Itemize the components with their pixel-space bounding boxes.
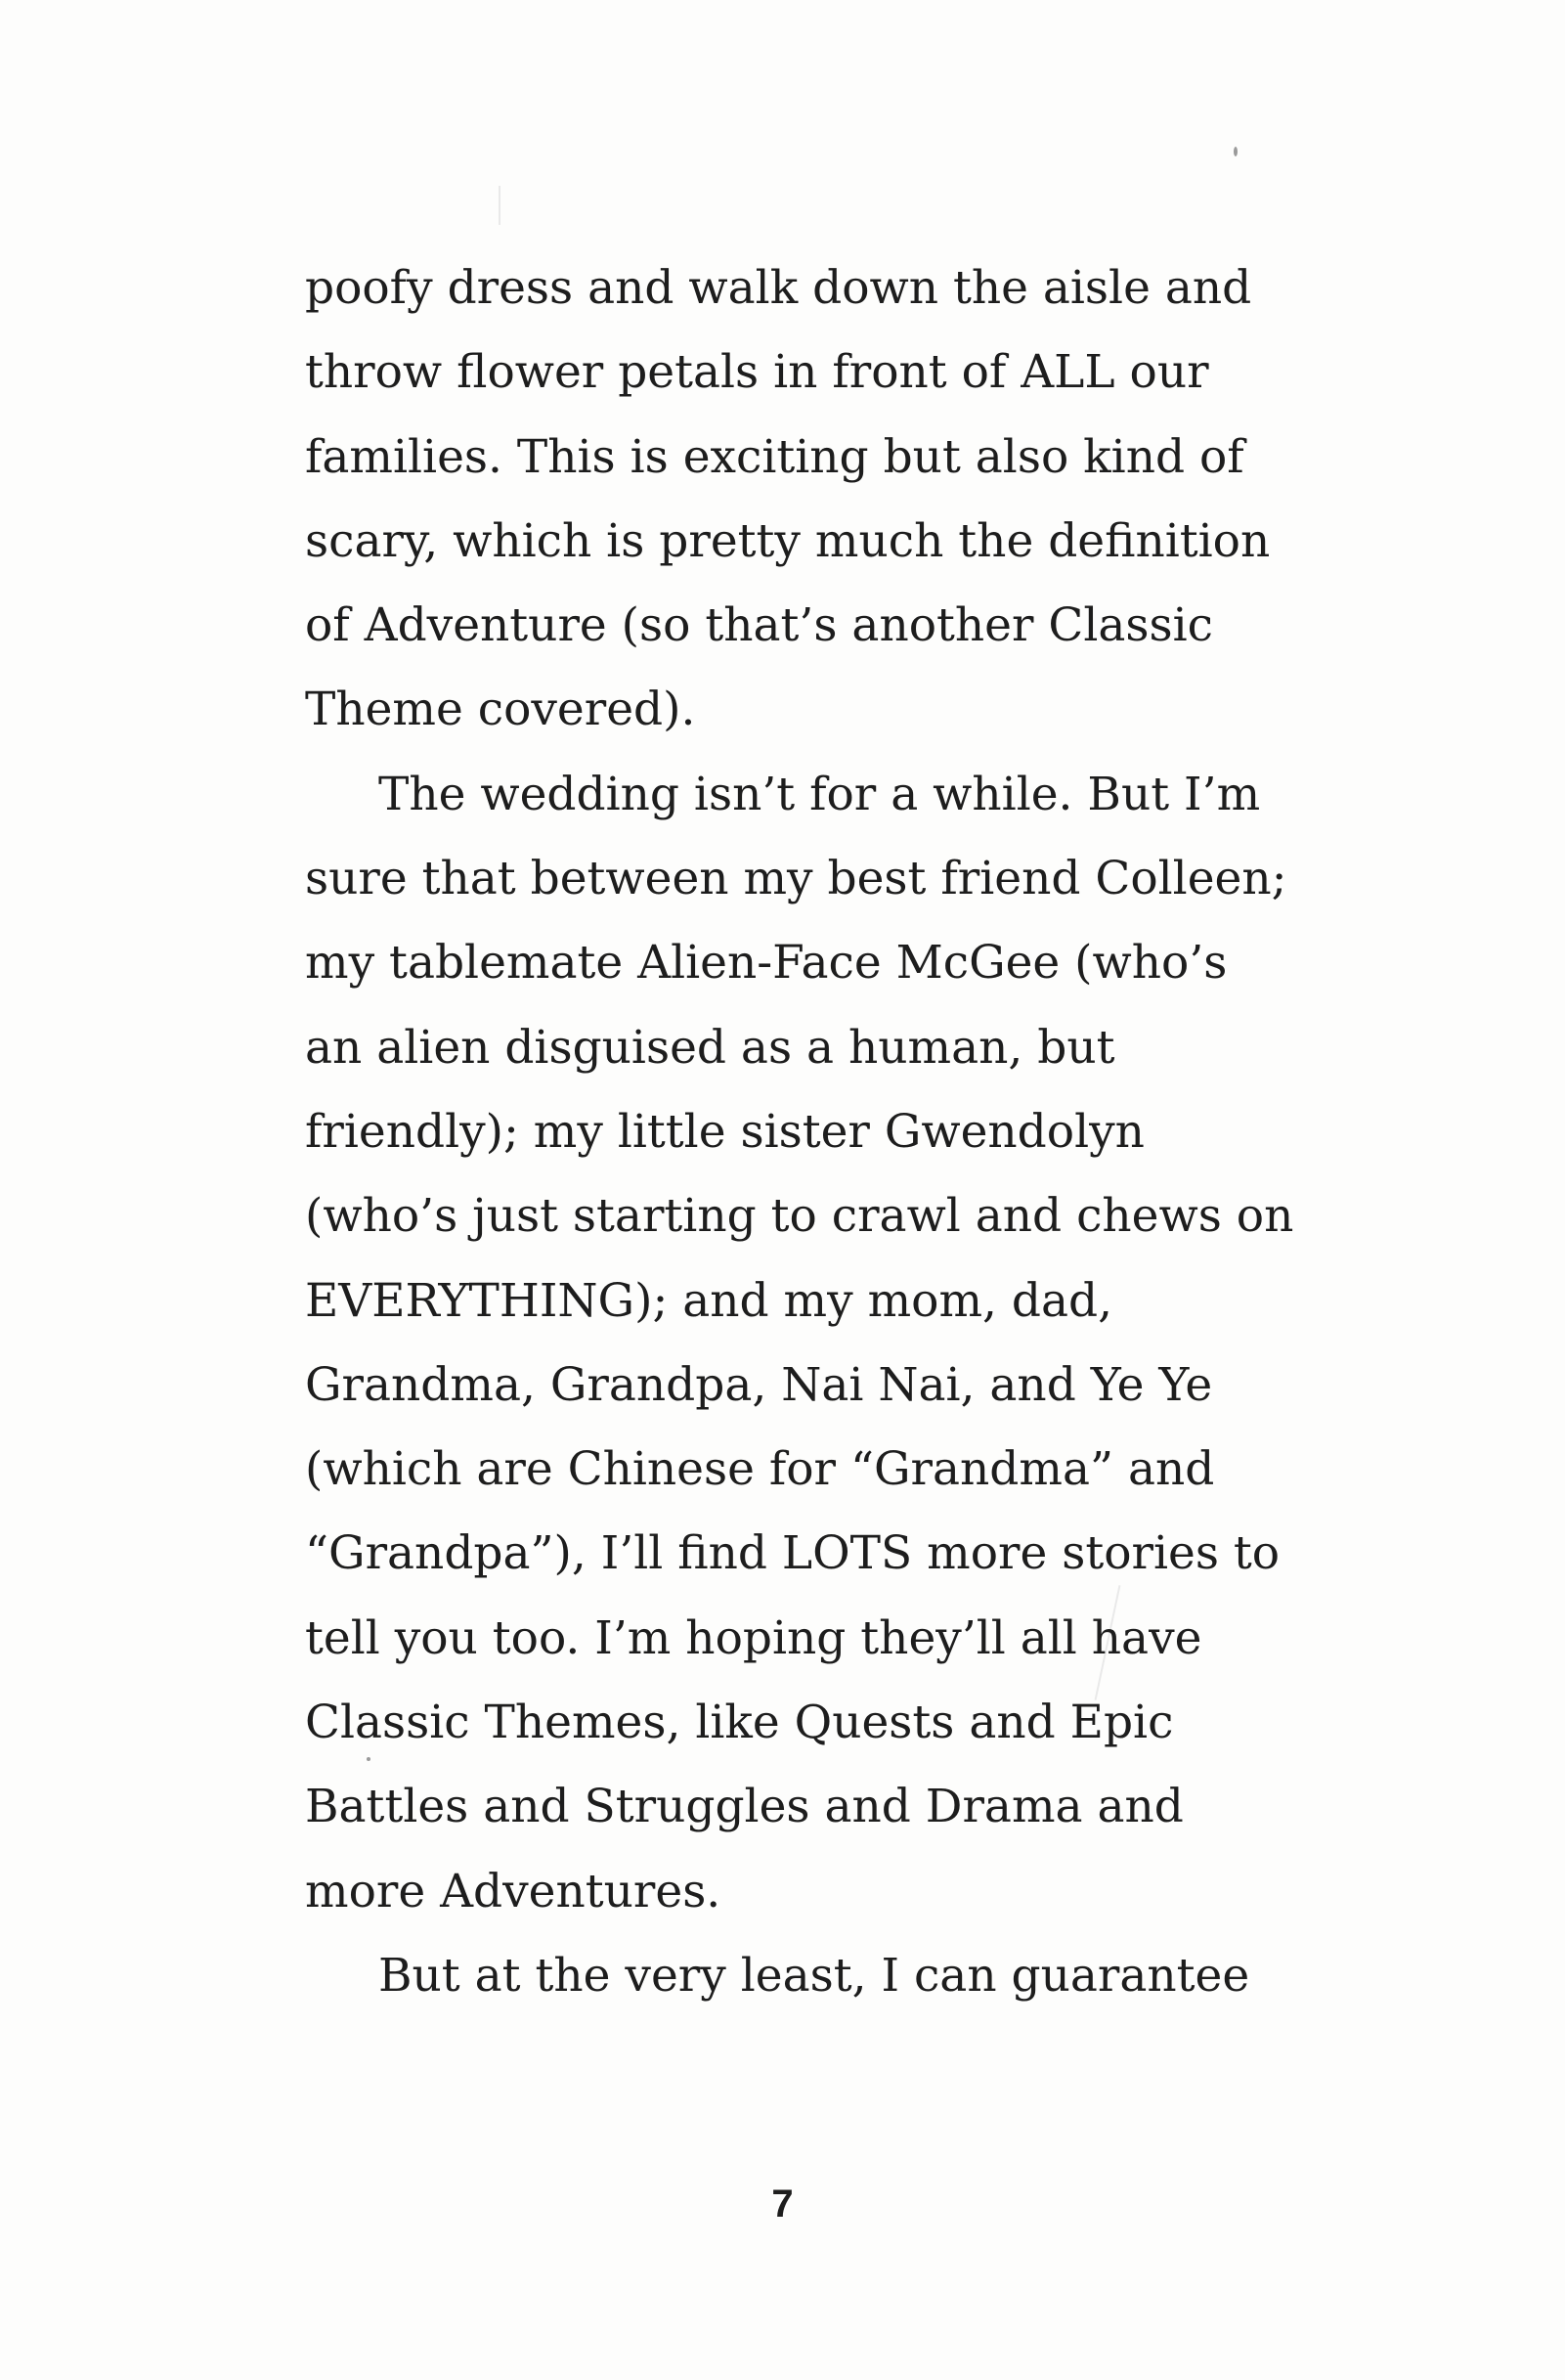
paragraph-first-line: But at the very least, I can guarantee — [378, 1948, 1250, 2003]
scan-speck — [1234, 147, 1238, 156]
text-line: an alien disguised as a human, but — [305, 1020, 1115, 1075]
text-line: poofy dress and walk down the aisle and — [305, 261, 1252, 315]
text-line: (which are Chinese for “Grandma” and — [305, 1442, 1215, 1497]
text-line: of Adventure (so that’s another Classic — [305, 598, 1214, 653]
text-line: families. This is exciting but also kind of — [305, 429, 1244, 484]
text-line: scary, which is pretty much the definition — [305, 513, 1271, 568]
text-line: “Grandpa”), I’ll find LOTS more stories to — [305, 1526, 1281, 1581]
body-text — [305, 246, 1341, 2018]
text-line: my tablemate Alien-Face McGee (who’s — [305, 936, 1228, 991]
text-line: more Adventures. — [305, 1864, 721, 1918]
paragraph-first-line: The wedding isn’t for a while. But I’m — [378, 767, 1261, 821]
text-line: EVERYTHING); and my mom, dad, — [305, 1273, 1113, 1328]
text-line: throw flower petals in front of ALL our — [305, 345, 1209, 400]
text-line: tell you too. I’m hoping they’ll all have — [305, 1610, 1202, 1665]
text-line: sure that between my best friend Colleen; — [305, 852, 1287, 906]
page-number: 7 — [771, 2182, 794, 2226]
text-line: Grandma, Grandpa, Nai Nai, and Ye Ye — [305, 1357, 1213, 1412]
scan-artifact — [499, 186, 500, 225]
text-line: Classic Themes, like Quests and Epic — [305, 1696, 1174, 1750]
text-line: Theme covered). — [305, 683, 696, 737]
text-line: Battles and Struggles and Drama and — [305, 1780, 1184, 1834]
text-line: friendly); my little sister Gwendolyn — [305, 1104, 1145, 1159]
text-line: (who’s just starting to crawl and chews on — [305, 1189, 1294, 1244]
